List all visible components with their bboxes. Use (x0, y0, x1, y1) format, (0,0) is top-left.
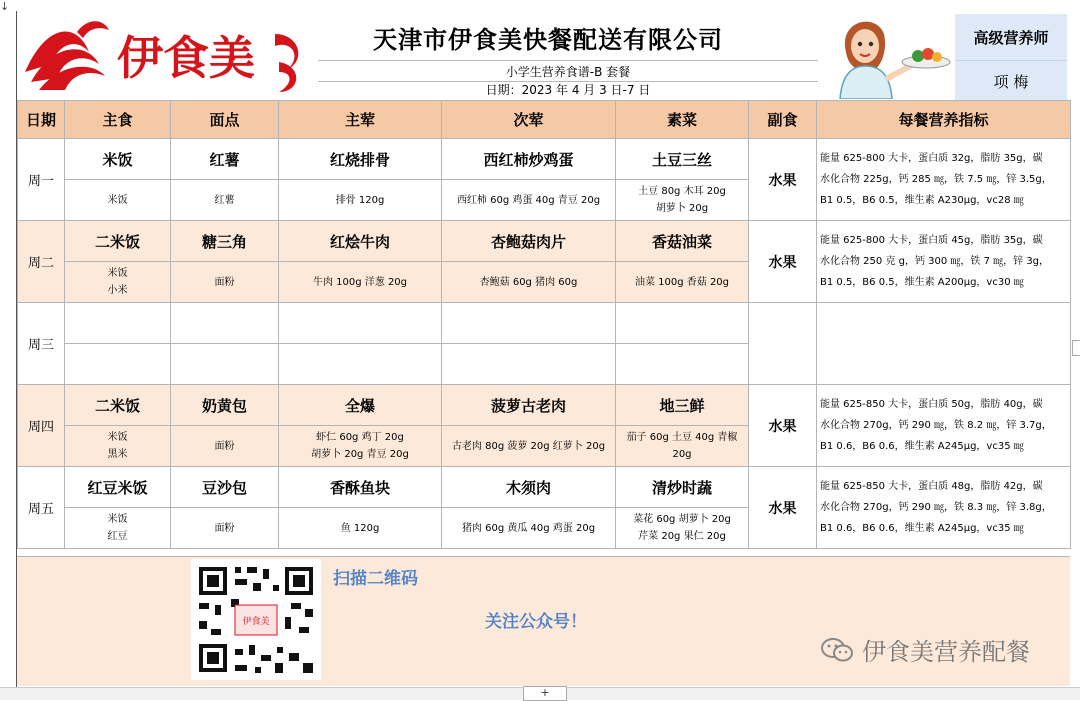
empty-cell (279, 344, 442, 385)
ingredient-line: 鱼 120g (340, 522, 380, 534)
nutrition-line: B1 0.6，B6 0.6，维生素 A245μg，vc35 ㎎ (820, 441, 1024, 452)
header-cell-staple: 主食 (65, 101, 171, 139)
dish-cell: 木须肉 (442, 467, 616, 508)
nutrition-line: 水化合物 270g，钙 290 ㎎，铁 8.2 ㎎，锌 3.7g， (820, 420, 1052, 431)
nutrition-cell (817, 385, 1071, 467)
nutrition-line: 水化合物 225g，钙 285 ㎎，铁 7.5 ㎎，锌 3.5g， (820, 174, 1052, 185)
ingredient-line: 面粉 (214, 440, 235, 452)
empty-cell (65, 303, 171, 344)
ingredient-line: 土豆 80g 木耳 20g (638, 186, 726, 197)
header-cell-side: 副食 (749, 101, 817, 139)
sheet-corner-mark: ↓ (0, 0, 10, 13)
nutrition-line: 水化合物 270g，钙 290 ㎎，铁 8.3 ㎎，锌 3.8g， (820, 502, 1052, 513)
header-cell-date: 日期 (18, 101, 65, 139)
ingredient-cell (171, 426, 279, 467)
ingredient-line: 猪肉 60g 黄瓜 40g 鸡蛋 20g (461, 522, 596, 534)
nutritionist-illustration (818, 12, 955, 99)
ingredient-line: 虾仁 60g 鸡丁 20g (316, 432, 404, 443)
dish-cell: 红薯 (171, 139, 279, 180)
ingredient-line: 西红柿 60g 鸡蛋 40g 青豆 20g (456, 194, 601, 206)
ingredient-line: 米饭 (107, 432, 128, 443)
side-cell: 水果 (749, 221, 817, 303)
side-cell: 水果 (749, 467, 817, 549)
ingredient-line: 面粉 (214, 276, 235, 288)
nutrition-line: 能量 625-800 大卡，蛋白质 45g，脂肪 35g，碳 (820, 235, 1043, 246)
dish-cell: 土豆三丝 (616, 139, 749, 180)
company-logo (17, 12, 315, 99)
add-sheet-button[interactable]: + (523, 686, 567, 701)
nutrition-cell (817, 467, 1071, 549)
wechat-icon (820, 636, 854, 664)
day-cell: 周二 (18, 221, 65, 303)
qr-code[interactable] (191, 559, 321, 680)
empty-cell (616, 344, 749, 385)
ingredient-cell (442, 426, 616, 467)
ingredient-cell (442, 180, 616, 221)
nutrition-line: B1 0.6，B6 0.6，维生素 A245μg，vc35 ㎎ (820, 523, 1024, 534)
dish-cell: 地三鲜 (616, 385, 749, 426)
scroll-handle[interactable] (1072, 340, 1080, 356)
empty-cell (65, 344, 171, 385)
nutrition-line: 能量 625-800 大卡，蛋白质 32g，脂肪 35g，碳 (820, 153, 1043, 164)
ingredient-cell (171, 180, 279, 221)
empty-cell (817, 303, 1071, 385)
header-cell-second-meat: 次荤 (442, 101, 616, 139)
ingredient-line: 杏鲍菇 60g 猪肉 60g (479, 276, 578, 288)
ingredient-line: 20g (672, 449, 692, 460)
ingredient-line: 米饭 (107, 514, 128, 525)
empty-cell (616, 303, 749, 344)
chef-lady-icon (818, 12, 955, 99)
logo-text: 伊食美 (117, 31, 255, 85)
ingredient-cell (279, 426, 442, 467)
nutrition-line: 能量 625-850 大卡，蛋白质 48g，脂肪 42g，碳 (820, 481, 1043, 492)
ingredient-cell (616, 180, 749, 221)
dish-cell: 西红柿炒鸡蛋 (442, 139, 616, 180)
ingredient-line: 红薯 (214, 194, 235, 206)
ingredient-cell (279, 262, 442, 303)
nutrition-line: B1 0.5，B6 0.5，维生素 A230μg，vc28 ㎎ (820, 195, 1024, 206)
ingredient-line: 菜花 60g 胡萝卜 20g (633, 514, 731, 525)
ingredient-line: 古老肉 80g 菠萝 20g 红萝卜 20g (451, 440, 606, 452)
nutritionist-role: 高级营养师 (955, 14, 1067, 60)
dish-cell: 香酥鱼块 (279, 467, 442, 508)
day-cell: 周三 (18, 303, 65, 385)
ingredient-line: 米饭 (107, 268, 128, 279)
table-row (18, 139, 1071, 180)
ingredient-line: 胡萝卜 20g 青豆 20g (311, 449, 409, 460)
dish-cell: 米饭 (65, 139, 171, 180)
empty-cell (442, 344, 616, 385)
ingredient-cell (65, 508, 171, 549)
side-cell: 水果 (749, 139, 817, 221)
ingredient-line: 排骨 120g (335, 194, 385, 206)
ingredient-cell (279, 508, 442, 549)
side-cell: 水果 (749, 385, 817, 467)
ingredient-cell (65, 262, 171, 303)
ingredient-line: 面粉 (214, 522, 235, 534)
dish-cell: 糖三角 (171, 221, 279, 262)
ingredient-cell (65, 426, 171, 467)
weekly-menu-table (17, 100, 1071, 549)
ingredient-line: 芹菜 20g 果仁 20g (638, 531, 726, 542)
qr-logo-text: 伊食美 (242, 617, 270, 627)
header-cell-vegetable: 素菜 (616, 101, 749, 139)
header-cell-pastry: 面点 (171, 101, 279, 139)
nutrition-cell (817, 139, 1071, 221)
ingredient-line: 油菜 100g 香菇 20g (634, 276, 730, 288)
ingredient-cell (616, 262, 749, 303)
nutrition-line: B1 0.5，B6 0.5，维生素 A200μg，vc30 ㎎ (820, 277, 1024, 288)
dish-cell: 奶黄包 (171, 385, 279, 426)
follow-account-label: 关注公众号！ (485, 612, 587, 632)
logo-emblem-icon (17, 12, 315, 99)
dish-cell: 二米饭 (65, 385, 171, 426)
nutrition-line: 能量 625-850 大卡，蛋白质 50g，脂肪 40g，碳 (820, 399, 1043, 410)
qr-code-icon (191, 559, 321, 680)
ingredient-line: 小米 (107, 285, 128, 296)
nutrition-line: 水化合物 250 克 g，钙 300 ㎎，铁 7 ㎎，锌 3g， (820, 256, 1050, 267)
nutritionist-name: 项 梅 (955, 60, 1067, 101)
empty-cell (171, 344, 279, 385)
wechat-brand (820, 632, 1030, 667)
day-cell: 周五 (18, 467, 65, 549)
ingredient-cell (279, 180, 442, 221)
dish-cell: 杏鲍菇肉片 (442, 221, 616, 262)
sheet-left-rule (16, 11, 17, 687)
dish-cell: 清炒时蔬 (616, 467, 749, 508)
nutrition-cell (817, 221, 1071, 303)
dish-cell: 红烧排骨 (279, 139, 442, 180)
dish-cell: 红烩牛肉 (279, 221, 442, 262)
header-cell-main-meat: 主荤 (279, 101, 442, 139)
ingredient-cell (442, 508, 616, 549)
table-row (18, 467, 1071, 508)
dish-cell: 豆沙包 (171, 467, 279, 508)
dish-cell: 红豆米饭 (65, 467, 171, 508)
dish-cell: 香菇油菜 (616, 221, 749, 262)
table-row (18, 385, 1071, 426)
dish-cell: 全爆 (279, 385, 442, 426)
table-row (18, 303, 1071, 344)
scan-qr-label: 扫描二维码 (333, 569, 418, 589)
ingredient-line: 红豆 (107, 531, 128, 542)
ingredient-cell (616, 508, 749, 549)
header-cell-nutrition: 每餐营养指标 (817, 101, 1071, 139)
empty-cell (749, 303, 817, 385)
table-row (18, 221, 1071, 262)
day-cell: 周一 (18, 139, 65, 221)
day-cell: 周四 (18, 385, 65, 467)
menu-subtitle: 小学生营养食谱-B 套餐 (318, 60, 818, 82)
ingredient-cell (616, 426, 749, 467)
ingredient-line: 茄子 60g 土豆 40g 青椒 (626, 432, 738, 443)
ingredient-cell (65, 180, 171, 221)
ingredient-line: 胡萝卜 20g (655, 203, 709, 214)
menu-date: 日期：2023 年 4 月 3 日-7 日 (485, 83, 651, 97)
dish-cell: 菠萝古老肉 (442, 385, 616, 426)
dish-cell: 二米饭 (65, 221, 171, 262)
ingredient-cell (171, 508, 279, 549)
ingredient-cell (442, 262, 616, 303)
table-header-row (18, 101, 1071, 139)
brand-account-name: 伊食美营养配餐 (862, 638, 1030, 666)
ingredient-line: 黑米 (107, 449, 128, 460)
empty-cell (171, 303, 279, 344)
ingredient-line: 米饭 (107, 194, 128, 206)
ingredient-line: 牛肉 100g 洋葱 20g (312, 276, 408, 288)
company-title: 天津市伊食美快餐配送有限公司 (373, 24, 723, 54)
ingredient-cell (171, 262, 279, 303)
empty-cell (279, 303, 442, 344)
empty-cell (442, 303, 616, 344)
